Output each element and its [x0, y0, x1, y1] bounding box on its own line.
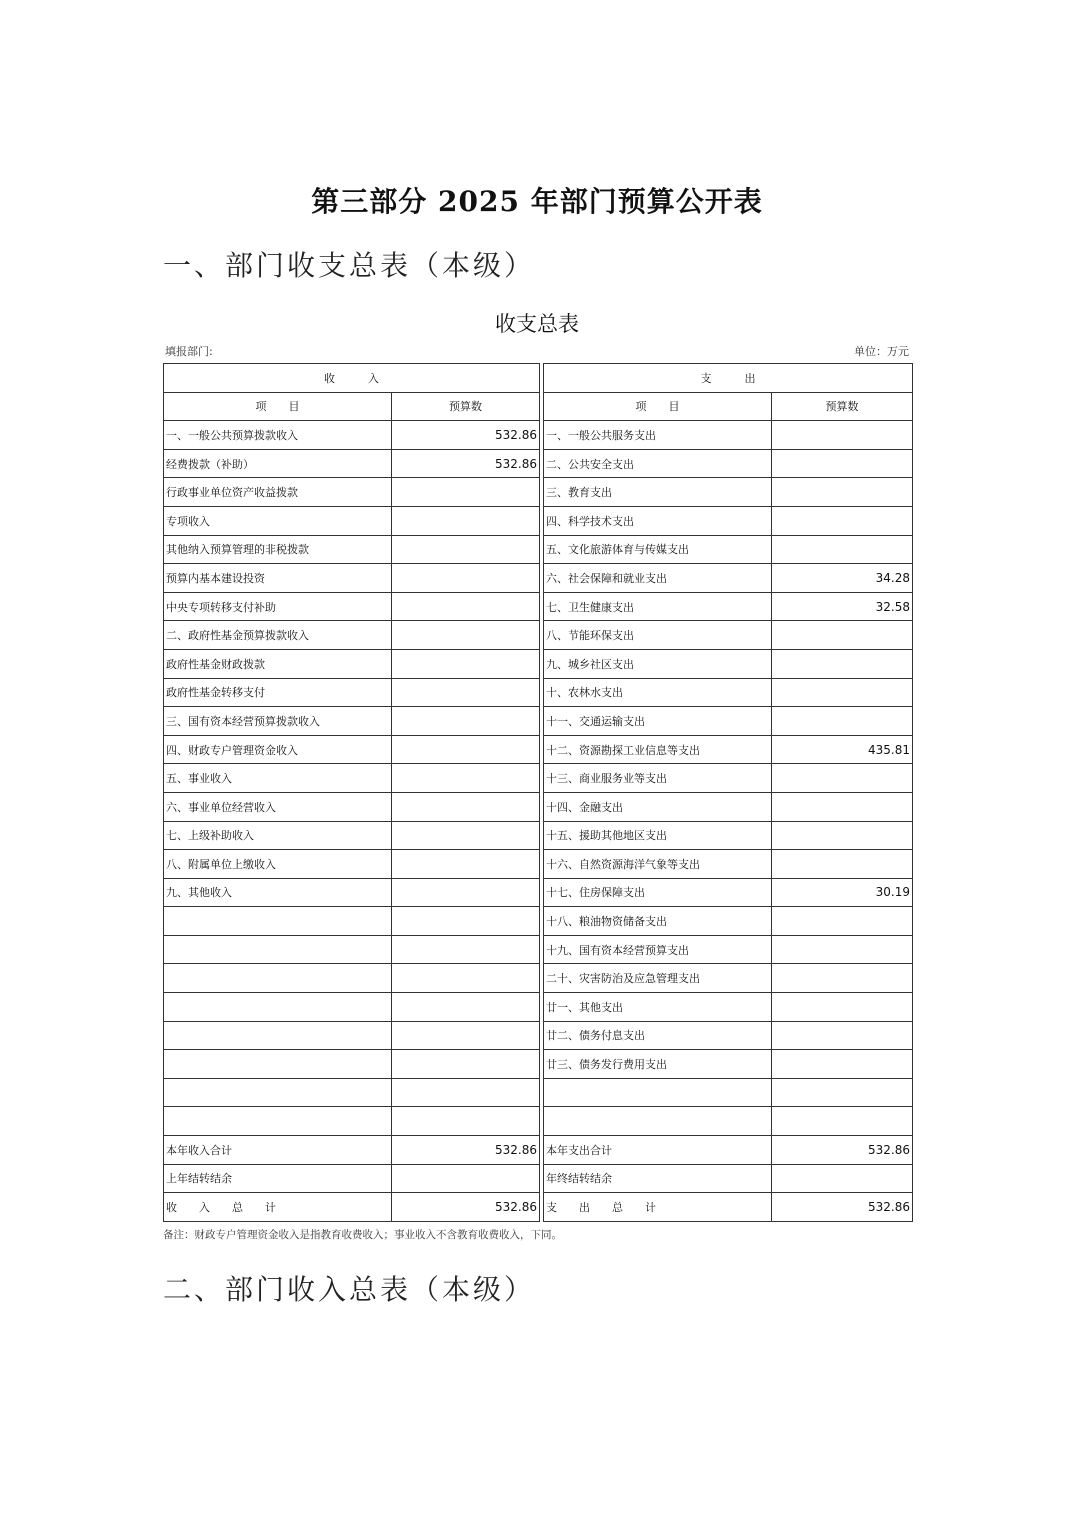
expense-value-cell	[772, 1050, 913, 1079]
income-value-cell	[392, 850, 540, 879]
expense-item-cell: 九、城乡社区支出	[544, 649, 772, 678]
income-value-cell: 532.86	[392, 1136, 540, 1165]
income-item-cell	[164, 1107, 392, 1136]
income-item-cell: 三、国有资本经营预算拨款收入	[164, 707, 392, 736]
table-row	[164, 1050, 913, 1079]
income-item-cell: 专项收入	[164, 506, 392, 535]
income-value-cell	[392, 907, 540, 936]
table-row	[164, 707, 913, 736]
income-item-cell: 七、上级补助收入	[164, 821, 392, 850]
expense-value-cell	[772, 993, 913, 1022]
income-item-cell: 上年结转结余	[164, 1164, 392, 1193]
table-row	[164, 421, 913, 450]
income-value-cell	[392, 1078, 540, 1107]
income-value-cell	[392, 1050, 540, 1079]
section-heading-1: 一、部门收支总表（本级）	[163, 249, 536, 282]
table-row	[164, 649, 913, 678]
expense-item-cell: 十三、商业服务业等支出	[544, 764, 772, 793]
expense-item-cell: 十二、资源勘探工业信息等支出	[544, 735, 772, 764]
expense-item-cell: 十七、住房保障支出	[544, 878, 772, 907]
table-group-header-row	[164, 364, 913, 393]
income-value-cell	[392, 1164, 540, 1193]
expense-item-cell: 十四、金融支出	[544, 792, 772, 821]
expense-item-cell: 本年支出合计	[544, 1136, 772, 1165]
table-row	[164, 1193, 913, 1222]
income-item-header: 项 目	[164, 392, 392, 421]
expense-value-cell: 34.28	[772, 564, 913, 593]
income-value-cell	[392, 792, 540, 821]
table-row	[164, 935, 913, 964]
table-row	[164, 478, 913, 507]
income-item-cell: 中央专项转移支付补助	[164, 592, 392, 621]
expense-value-cell	[772, 1107, 913, 1136]
table-row	[164, 850, 913, 879]
table-row	[164, 878, 913, 907]
income-value-cell	[392, 764, 540, 793]
expense-value-cell	[772, 506, 913, 535]
expense-item-cell: 七、卫生健康支出	[544, 592, 772, 621]
table-row	[164, 1107, 913, 1136]
table-row	[164, 678, 913, 707]
income-value-cell	[392, 707, 540, 736]
expense-value-cell: 30.19	[772, 878, 913, 907]
income-item-cell: 收 入 总 计	[164, 1193, 392, 1222]
income-item-cell	[164, 1021, 392, 1050]
expense-value-cell	[772, 821, 913, 850]
income-value-cell	[392, 649, 540, 678]
expense-value-cell	[772, 649, 913, 678]
footnote: 备注：财政专户管理资金收入是指教育收费收入；事业收入不含教育收费收入，下同。	[163, 1229, 562, 1241]
income-budget-header: 预算数	[392, 392, 540, 421]
table-row	[164, 821, 913, 850]
expense-item-cell: 二十、灾害防治及应急管理支出	[544, 964, 772, 993]
income-value-cell: 532.86	[392, 1193, 540, 1222]
expense-value-cell	[772, 707, 913, 736]
expense-item-cell: 十八、粮油物资储备支出	[544, 907, 772, 936]
income-value-cell	[392, 993, 540, 1022]
income-item-cell: 预算内基本建设投资	[164, 564, 392, 593]
table-row	[164, 792, 913, 821]
expense-value-cell	[772, 850, 913, 879]
income-value-cell	[392, 878, 540, 907]
income-item-cell: 政府性基金财政拨款	[164, 649, 392, 678]
income-item-cell: 六、事业单位经营收入	[164, 792, 392, 821]
expense-item-cell: 十一、交通运输支出	[544, 707, 772, 736]
income-value-cell	[392, 1021, 540, 1050]
income-value-cell	[392, 821, 540, 850]
income-value-cell	[392, 564, 540, 593]
expense-budget-header: 预算数	[772, 392, 913, 421]
expense-value-cell: 532.86	[772, 1193, 913, 1222]
income-value-cell	[392, 535, 540, 564]
income-value-cell: 532.86	[392, 449, 540, 478]
budget-summary-table	[163, 363, 913, 1222]
table-row	[164, 506, 913, 535]
expense-item-cell: 二、公共安全支出	[544, 449, 772, 478]
table-row	[164, 993, 913, 1022]
income-item-cell: 其他纳入预算管理的非税拨款	[164, 535, 392, 564]
expense-value-cell: 435.81	[772, 735, 913, 764]
income-item-cell	[164, 993, 392, 1022]
income-value-cell	[392, 678, 540, 707]
income-value-cell: 532.86	[392, 421, 540, 450]
income-item-cell: 八、附属单位上缴收入	[164, 850, 392, 879]
expense-item-cell: 十六、自然资源海洋气象等支出	[544, 850, 772, 879]
expense-item-cell: 廿二、债务付息支出	[544, 1021, 772, 1050]
expense-item-cell: 十九、国有资本经营预算支出	[544, 935, 772, 964]
expense-item-cell: 廿三、债务发行费用支出	[544, 1050, 772, 1079]
income-item-cell	[164, 907, 392, 936]
expense-item-cell: 年终结转结余	[544, 1164, 772, 1193]
expense-value-cell	[772, 478, 913, 507]
fill-department-label: 填报部门:	[165, 345, 213, 358]
table-row	[164, 449, 913, 478]
table-row	[164, 1078, 913, 1107]
expense-value-cell	[772, 964, 913, 993]
income-value-cell	[392, 506, 540, 535]
expense-group-header: 支 出	[544, 364, 913, 393]
table-row	[164, 964, 913, 993]
table-row	[164, 764, 913, 793]
expense-value-cell	[772, 1078, 913, 1107]
expense-item-cell: 十五、援助其他地区支出	[544, 821, 772, 850]
expense-value-cell	[772, 421, 913, 450]
table-row	[164, 535, 913, 564]
table-row	[164, 1164, 913, 1193]
income-item-cell: 政府性基金转移支付	[164, 678, 392, 707]
table-row	[164, 621, 913, 650]
income-item-cell: 五、事业收入	[164, 764, 392, 793]
unit-label: 单位：万元	[854, 345, 909, 358]
income-value-cell	[392, 478, 540, 507]
expense-item-cell: 十、农林水支出	[544, 678, 772, 707]
expense-item-cell: 六、社会保障和就业支出	[544, 564, 772, 593]
income-group-header: 收 入	[164, 364, 540, 393]
income-value-cell	[392, 964, 540, 993]
income-value-cell	[392, 735, 540, 764]
table-row	[164, 907, 913, 936]
income-value-cell	[392, 621, 540, 650]
income-item-cell: 本年收入合计	[164, 1136, 392, 1165]
income-item-cell: 九、其他收入	[164, 878, 392, 907]
table-row	[164, 735, 913, 764]
table-title: 收支总表	[495, 312, 579, 336]
expense-value-cell	[772, 1021, 913, 1050]
income-item-cell: 四、财政专户管理资金收入	[164, 735, 392, 764]
income-item-cell: 二、政府性基金预算拨款收入	[164, 621, 392, 650]
expense-value-cell	[772, 764, 913, 793]
expense-item-cell: 四、科学技术支出	[544, 506, 772, 535]
income-item-cell	[164, 1050, 392, 1079]
expense-value-cell	[772, 535, 913, 564]
income-value-cell	[392, 592, 540, 621]
income-item-cell	[164, 1078, 392, 1107]
expense-item-cell: 廿一、其他支出	[544, 993, 772, 1022]
table-row	[164, 1136, 913, 1165]
expense-value-cell	[772, 792, 913, 821]
income-item-cell: 经费拨款（补助）	[164, 449, 392, 478]
expense-item-cell: 支 出 总 计	[544, 1193, 772, 1222]
table-row	[164, 592, 913, 621]
income-item-cell: 一、一般公共预算拨款收入	[164, 421, 392, 450]
expense-item-cell: 八、节能环保支出	[544, 621, 772, 650]
income-item-cell	[164, 935, 392, 964]
table-column-header-row	[164, 392, 913, 421]
expense-item-cell: 一、一般公共服务支出	[544, 421, 772, 450]
income-value-cell	[392, 935, 540, 964]
expense-item-cell	[544, 1107, 772, 1136]
income-item-cell	[164, 964, 392, 993]
expense-item-header: 项 目	[544, 392, 772, 421]
expense-value-cell: 532.86	[772, 1136, 913, 1165]
table-row	[164, 564, 913, 593]
expense-value-cell	[772, 678, 913, 707]
expense-item-cell: 五、文化旅游体育与传媒支出	[544, 535, 772, 564]
income-item-cell: 行政事业单位资产收益拨款	[164, 478, 392, 507]
expense-value-cell	[772, 621, 913, 650]
expense-value-cell	[772, 935, 913, 964]
expense-value-cell	[772, 449, 913, 478]
expense-item-cell: 三、教育支出	[544, 478, 772, 507]
income-value-cell	[392, 1107, 540, 1136]
section-heading-2: 二、部门收入总表（本级）	[163, 1273, 536, 1306]
table-row	[164, 1021, 913, 1050]
expense-value-cell	[772, 1164, 913, 1193]
expense-item-cell	[544, 1078, 772, 1107]
page-title: 第三部分 2025 年部门预算公开表	[311, 185, 763, 218]
expense-value-cell: 32.58	[772, 592, 913, 621]
expense-value-cell	[772, 907, 913, 936]
